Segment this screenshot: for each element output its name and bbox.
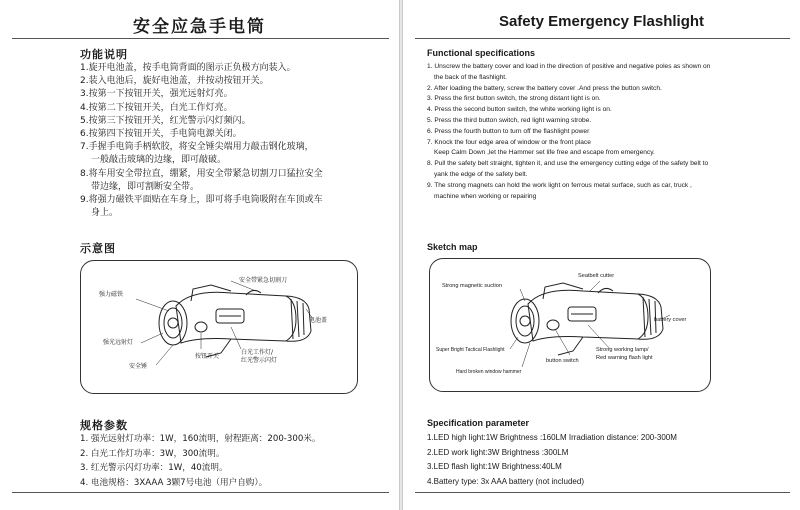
footer-divider [415,492,790,493]
list-item: 7. Knock the four edge area of window or the front place Keep Calm Down ,let the Hammer set life free and escape from emergency. [427,138,655,157]
functions-list [427,62,761,202]
list-item: 2. 白光工作灯功率：3W，300流明。 [80,448,225,459]
hammer-label: Hard broken window hammer [456,369,522,375]
list-item: 6. Press the fourth button to turn off the flashlight power [427,127,590,135]
list-item: 3.LED flash light:1W Brightness:40LM [427,462,562,471]
magnet-label: 强力磁铁 [99,291,124,298]
cutter-label: Seatbelt cutter [578,273,615,279]
sketch-heading: Sketch map [427,242,478,252]
list-item: 2.LED work light:3W Brightness :300LM [427,447,569,457]
list-item: 8. Pull the safety belt straight, tighten it, and use the emergency cutting edge of the safety belt to yank the edge of the safety belt. [427,160,709,178]
functions-list [80,62,370,220]
spec-list [80,432,380,491]
list-item: 5. Press the third button switch, red light warning strobe. [427,116,592,124]
page-title: 安全应急手电筒 [133,17,266,37]
list-item: 6.按第四下按钮开关，手电筒电源关闭。 [80,129,242,140]
title-divider [415,38,790,39]
spec-list [427,431,767,489]
list-item: 2. After loading the battery, screw the battery cover .And press the button switch. [427,84,662,92]
spec-heading: Specification parameter [427,418,530,428]
list-item: 9.将强力磁铁平面贴在车身上，即可将手电筒吸附在车顶或车 身上。 [80,195,323,219]
warn-light-label: Red warning flash light [596,355,653,361]
list-item: 3. Press the first button switch, the strong distant light is on. [427,95,601,103]
list-item: 1. Unscrew the battery cover and load in the direction of positive and negative poles as shown on the back of the flashlight. [427,63,711,81]
hammer-label: 安全锤 [129,363,148,370]
flashlight-illustration [81,261,359,395]
english-manual-page [403,0,800,510]
list-item: 7.手握手电筒手柄软胶，将安全锤尖端用力敲击钢化玻璃， 一般敲击玻璃的边缘，即可敲破。 [80,142,314,166]
list-item: 1.旋开电池盖，按手电筒背面的图示正负极方向装入。 [80,63,296,73]
sketch-diagram [80,260,358,394]
sketch-diagram [429,258,711,392]
list-item: 9. The strong magnets can hold the work light on ferrous metal surface, such as car, truck , machine when working or repairing [427,181,692,200]
chinese-manual-page [0,0,399,510]
title-divider [12,38,389,39]
magnet-label: Strong magnetic suction [442,283,503,289]
battery-cover-label: 电池盖 [309,317,328,324]
switch-label: button switch [546,358,579,364]
work-light-label: Strong working lamp/ [596,347,649,353]
list-item: 1. 强光远射灯功率：1W，160流明，射程距离：200-300米。 [80,434,321,444]
list-item: 4. 电池规格：3XAAA 3颗7号电池（用户自购）。 [80,478,268,489]
cutter-label: 安全带紧急切割刀 [239,277,288,284]
page-title: Safety Emergency Flashlight [498,13,705,30]
list-item: 1.LED high light:1W Brightness :160LM Irradiation distance: 200-300M [427,433,677,442]
list-item: 8.将车用安全带拉直，绷紧，用安全带紧急切割刀口猛拉安全 带边缘，即可割断安全带。 [80,168,323,192]
sketch-heading: 示意图 [80,242,116,255]
list-item: 4.按第二下按钮开关，白光工作灯亮。 [80,102,233,113]
spec-heading: 规格参数 [80,419,128,432]
warn-light-label: 红光警示闪灯 [241,357,278,364]
list-item: 2.装入电池后，旋好电池盖，并按动按钮开关。 [80,76,269,87]
footer-divider [12,492,389,493]
list-item: 5.按第三下按钮开关，红光警示闪灯频闪。 [80,115,251,126]
spotlight-label: 强光远射灯 [103,339,134,346]
list-item: 4. Press the second button switch, the white working light is on. [427,106,612,114]
work-light-label: 白光工作灯/ [241,349,274,356]
switch-label: 按钮开关 [195,353,220,360]
functions-heading: 功能说明 [80,48,128,61]
battery-cover-label: battery cover [654,317,687,323]
list-item: 3. 红光警示闪灯功率：1W，40流明。 [80,463,228,474]
spotlight-label: Super Bright Tactical Flashlight [436,347,505,353]
functions-heading: Functional specifications [427,48,536,58]
list-item: 3.按第一下按钮开关，强光远射灯亮。 [80,89,233,100]
list-item: 4.Battery type: 3x AAA battery (not included) [427,476,584,486]
